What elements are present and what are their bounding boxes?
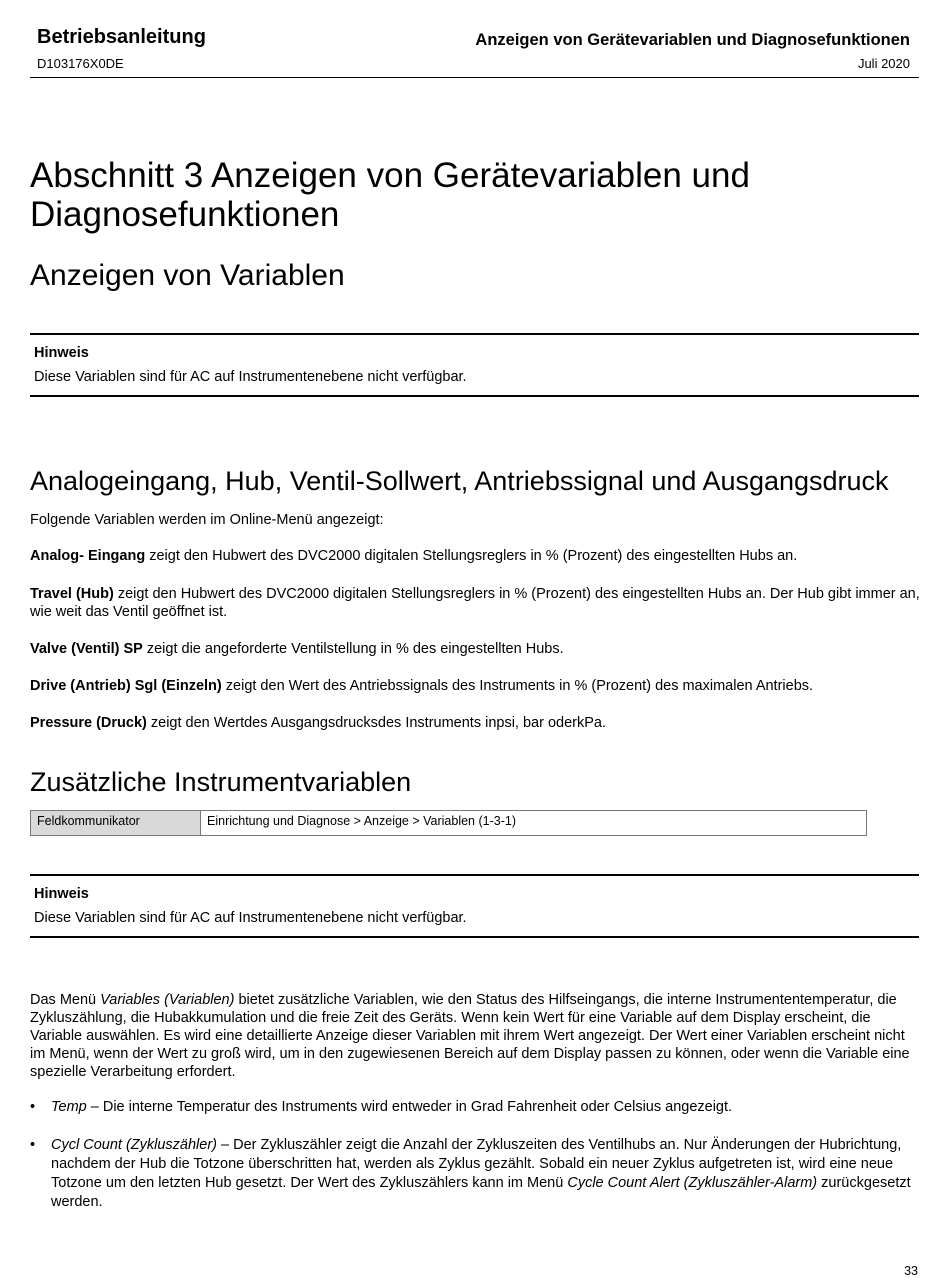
note-box: [30, 333, 919, 397]
subsection-title: Anzeigen von Variablen: [30, 259, 345, 292]
note-text: Diese Variablen sind für AC auf Instrumentenebene nicht verfügbar.: [34, 369, 467, 385]
variable-description: zeigt den Hubwert des DVC2000 digitalen Stellungsreglers in % (Prozent) des eingestellten Hubs an.: [145, 548, 798, 564]
publication-date: Juli 2020: [857, 56, 910, 71]
variable-travel: [30, 585, 920, 621]
paragraph-text: Das Menü: [30, 992, 101, 1008]
bullet-temp: [30, 1098, 920, 1117]
menu-name: Variables (Variablen): [100, 992, 235, 1008]
variable-term: Travel (Hub): [30, 586, 114, 602]
variable-term: Drive (Antrieb) Sgl (Einzeln): [30, 678, 222, 694]
bullet-cycle-count: [30, 1136, 920, 1212]
variable-drive-signal: [30, 677, 920, 695]
variable-analog-input: [30, 547, 920, 565]
note-text: Diese Variablen sind für AC auf Instrumentenebene nicht verfügbar.: [34, 910, 467, 926]
variable-term: Temp: [51, 1099, 87, 1115]
bullet-marker: •: [30, 1099, 36, 1115]
header-divider: [30, 77, 919, 78]
variable-term: Analog- Eingang: [30, 548, 146, 564]
menu-path-table: [30, 810, 867, 836]
manual-type: Betriebsanleitung: [37, 26, 206, 48]
section-title: Abschnitt 3 Anzeigen von Gerätevariablen und Diagnosefunktionen: [30, 156, 750, 234]
heading-analog-input: Analogeingang, Hub, Ventil-Sollwert, Antriebssignal und Ausgangsdruck: [30, 466, 889, 496]
chapter-running-title: Anzeigen von Gerätevariablen und Diagnosefunktionen: [475, 31, 910, 49]
variable-description: zurückgesetzt werden.: [51, 1175, 911, 1210]
path-table-value: Einrichtung und Diagnose > Anzeige > Variablen (1-3-1): [207, 814, 516, 828]
variable-description: zeigt den Wert des Antriebssignals des Instruments in % (Prozent) des maximalen Antriebs.: [221, 678, 814, 694]
note-box: [30, 874, 919, 938]
variable-description: – Die interne Temperatur des Instruments wird entweder in Grad Fahrenheit oder Celsius angezeigt.: [86, 1099, 733, 1115]
page-number: 33: [904, 1264, 918, 1278]
variable-pressure: [30, 714, 920, 732]
heading-additional-variables: Zusätzliche Instrumentvariablen: [30, 767, 412, 797]
document-number: D103176X0DE: [37, 56, 124, 71]
variable-term: Valve (Ventil) SP: [30, 641, 143, 657]
path-table-label: Feldkommunikator: [31, 811, 201, 835]
menu-name: Cycle Count Alert (Zykluszähler-Alarm): [567, 1175, 818, 1191]
variable-description: zeigt den Wertdes Ausgangsdrucksdes Instruments inpsi, bar oderkPa.: [146, 715, 607, 731]
menu-description-paragraph: [30, 991, 920, 1081]
paragraph-text: bietet zusätzliche Variablen, wie den Status des Hilfseingangs, die interne Instrumententemperatur, die Zykluszählung, die Hubakkumulation und die freie Zeit des Geräts. Wenn kein Wert für eine Variable auf dem Display erscheint, die Variable auswählen. Es wird eine detaillierte Anzeige dieser Variablen mit ihrem Wert angezeigt. Der Wert einer Variablen erscheint nicht im Menü, wenn der Wert zu groß wird, um in den zugewiesenen Bereich auf dem Display passen zu können, oder wenn die Variable eine spezielle Verarbeitung erfordert.: [30, 992, 910, 1080]
variable-term: Pressure (Druck): [30, 715, 147, 731]
variable-description: – Der Zykluszähler zeigt die Anzahl der Zykluszeiten des Ventilhubs an. Nur Änderungen der Hubrichtung, nachdem der Hub die Totzone überschritten hat, werden als Zyklus gezählt. Sobald ein neuer Zyklus aufgetreten ist, wird eine neue Totzone um den letzten Hub gesetzt. Der Wert des Zykluszählers kann im Menü: [51, 1137, 902, 1191]
variable-valve-sp: [30, 640, 920, 658]
variable-description: zeigt den Hubwert des DVC2000 digitalen Stellungsreglers in % (Prozent) des eingestellten Hubs an. Der Hub gibt immer an, wie weit das Ventil geöffnet ist.: [30, 586, 920, 620]
note-title: Hinweis: [34, 886, 89, 902]
bullet-marker: •: [30, 1137, 36, 1153]
variable-term: Cycl Count (Zykluszähler): [51, 1137, 217, 1153]
note-title: Hinweis: [34, 345, 89, 361]
intro-paragraph: Folgende Variablen werden im Online-Menü angezeigt:: [30, 512, 384, 528]
variable-description: zeigt die angeforderte Ventilstellung in % des eingestellten Hubs.: [142, 641, 564, 657]
